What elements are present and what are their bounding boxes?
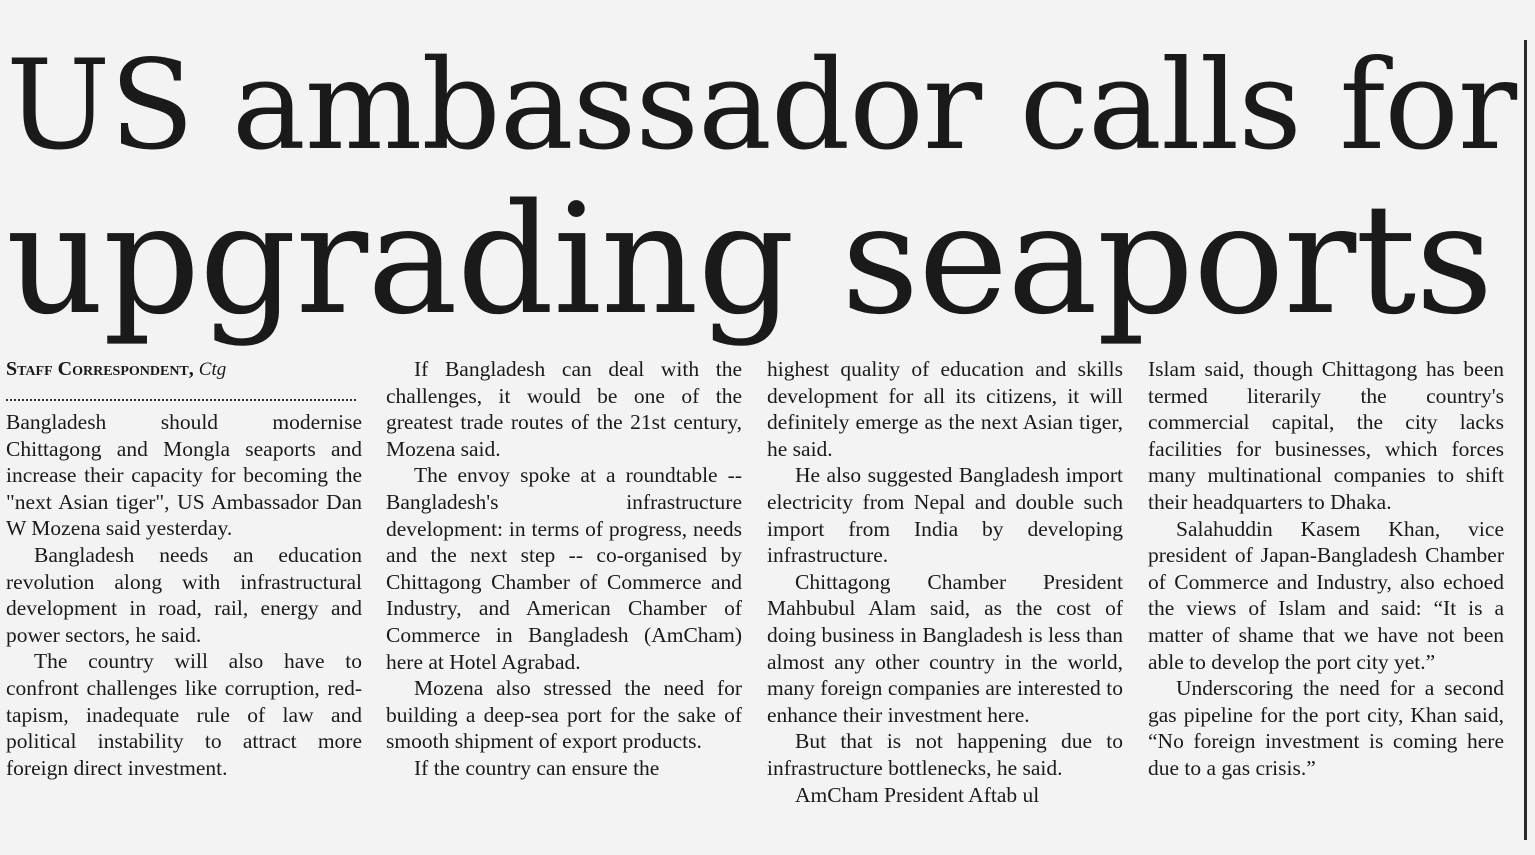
article-column-4 [1148,356,1504,782]
paragraph: Salahuddin Kasem Khan, vice president of Japan-Bangladesh Chamber of Commerce and Industry, also echoed the views of Islam and said: “It is a matter of shame that we have not been able to develop the port city yet.” [1148,516,1504,674]
paragraph: The country will also have to confront challenges like corruption, red-tapism, inadequate rule of law and political instability to attract more foreign direct investment. [6,649,362,780]
headline [6,30,1521,348]
byline-name: Staff Correspondent, [6,358,194,380]
article-column-2 [386,356,742,782]
headline-line-1: US ambassador calls for [6,34,1517,178]
paragraph: Bangladesh should modernise Chittagong and Mongla seaports and increase their capacity for becoming the "next Asian tiger", US Ambassador Dan W Mozena said yesterday. [6,410,362,541]
dotted-divider [6,387,356,401]
byline-location: Ctg [198,359,227,380]
paragraph: The envoy spoke at a roundtable -- Bangladesh's infrastructure development: in terms of progress, needs and the next step -- co-organised by Chittagong Chamber of Commerce and Industry, and American Chamber of Commerce in Bangladesh (AmCham) here at Hotel Agrabad. [386,463,742,674]
paragraph: If the country can ensure the [414,755,660,780]
article-column-3 [767,356,1123,808]
paragraph: But that is not happening due to infrastructure bottlenecks, he said. [767,729,1123,780]
paragraph: Chittagong Chamber President Mahbubul Alam said, as the cost of doing business in Bangladesh is less than almost any other country in the world, many foreign companies are interested to enhance their investment here. [767,569,1123,727]
paragraph: Islam said, though Chittagong has been termed literarily the country's commercial capital, the city lacks facilities for businesses, which forces many multinational companies to shift their headquarters to Dhaka. [1148,357,1504,514]
byline [6,356,362,383]
paragraph: Mozena also stressed the need for building a deep-sea port for the sake of smooth shipment of export products. [386,676,742,754]
paragraph: highest quality of education and skills development for all its citizens, it will definitely emerge as the next Asian tiger, he said. [767,357,1123,461]
headline-line-2: upgrading seaports [6,171,1493,348]
paragraph: If Bangladesh can deal with the challenges, it would be one of the greatest trade routes of the 21st century, Mozena said. [386,357,742,461]
column-rule [1524,40,1527,840]
article-column-1 [6,356,362,781]
paragraph: Bangladesh needs an education revolution along with infrastructural development in road, rail, energy and power sectors, he said. [6,542,362,647]
paragraph: AmCham President Aftab ul [795,782,1040,807]
paragraph: He also suggested Bangladesh import electricity from Nepal and double such import from India by developing infrastructure. [767,463,1123,568]
paragraph: Underscoring the need for a second gas pipeline for the port city, Khan said, “No foreign investment is coming here due to a gas crisis.” [1148,676,1504,780]
